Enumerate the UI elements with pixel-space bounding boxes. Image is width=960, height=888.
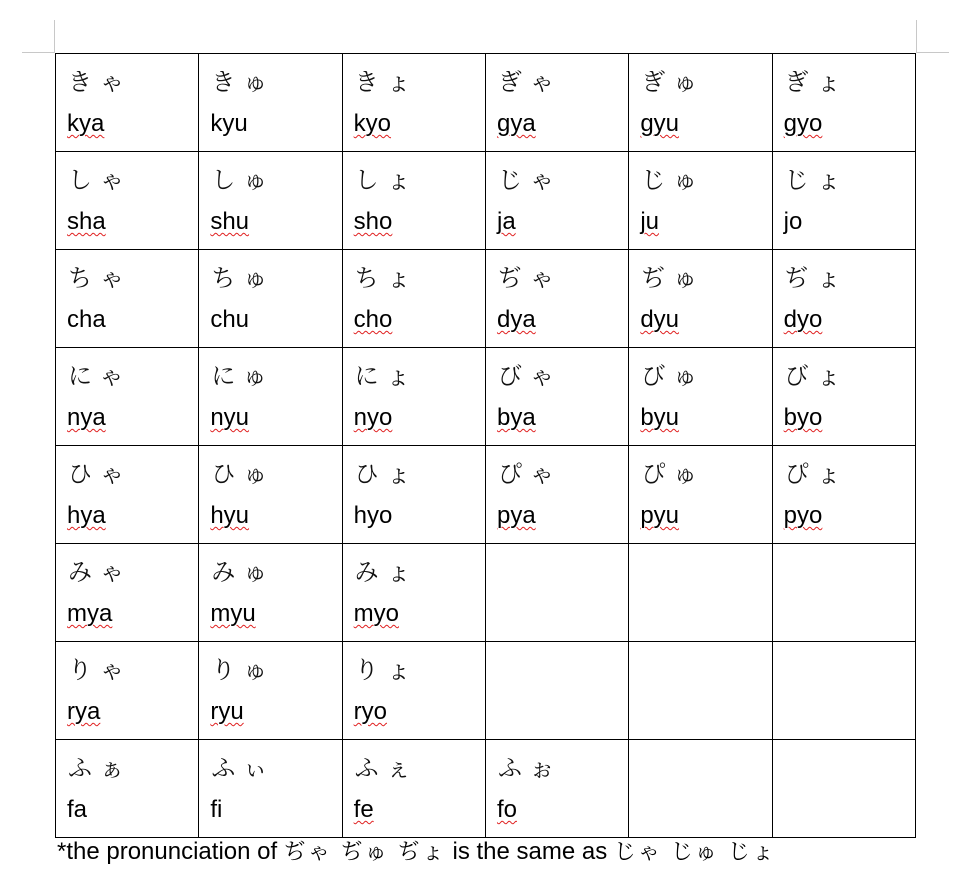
table-cell	[485, 54, 628, 152]
table-cell	[485, 152, 628, 250]
table-cell	[199, 544, 342, 642]
table-cell	[772, 250, 915, 348]
romaji-label	[67, 110, 104, 138]
romaji-text: byu	[640, 404, 680, 431]
table-cell	[342, 544, 485, 642]
kana-label: ぢゃ	[497, 264, 562, 292]
kana-label: きゅ	[211, 68, 276, 96]
table-cell	[629, 642, 772, 740]
kana-label: しゃ	[68, 166, 132, 194]
romaji-text: fi	[210, 796, 223, 823]
table-row	[56, 544, 916, 642]
table-cell	[485, 642, 628, 740]
romaji-text: ju	[640, 208, 659, 235]
romaji-text: ryo	[353, 698, 387, 725]
table-row	[56, 740, 916, 838]
romaji-label	[210, 208, 249, 236]
table-row	[56, 642, 916, 740]
romaji-label	[354, 110, 391, 138]
romaji-text: gyo	[783, 110, 823, 137]
table-cell	[56, 152, 199, 250]
romaji-text: jo	[783, 208, 803, 235]
romaji-label	[497, 208, 516, 236]
table-cell	[772, 152, 915, 250]
romaji-text: myo	[353, 600, 399, 627]
table-cell	[342, 250, 485, 348]
table-cell	[56, 446, 199, 544]
romaji-text: cho	[353, 306, 393, 333]
romaji-label	[67, 404, 106, 432]
kana-label: ふぉ	[497, 754, 562, 782]
table-row	[56, 446, 916, 544]
table-cell	[56, 642, 199, 740]
kana-label: しゅ	[211, 166, 276, 194]
kana-label: ちょ	[354, 264, 419, 292]
romaji-text: mya	[67, 600, 113, 627]
romaji-text: hyo	[353, 502, 393, 529]
kana-label: りゅ	[211, 656, 276, 684]
table-cell	[199, 152, 342, 250]
kana-label: にょ	[354, 362, 419, 390]
kana-label: ぎょ	[784, 68, 849, 96]
romaji-label	[354, 600, 399, 628]
table-cell	[772, 642, 915, 740]
table-cell	[485, 250, 628, 348]
romaji-label	[354, 306, 393, 334]
table-cell	[629, 740, 772, 838]
table-cell	[199, 348, 342, 446]
romaji-text: kya	[67, 110, 105, 137]
table-cell	[56, 740, 199, 838]
kana-label: ぢょ	[784, 264, 849, 292]
romaji-label	[67, 698, 100, 726]
romaji-label	[497, 404, 536, 432]
table-row	[56, 54, 916, 152]
page-corner-mark	[916, 52, 949, 53]
kana-label: じょ	[784, 166, 849, 194]
romaji-label	[784, 110, 823, 138]
kana-label: きゃ	[68, 68, 132, 96]
romaji-text: gya	[496, 110, 536, 137]
kana-label: りゃ	[68, 656, 132, 684]
romaji-text: hyu	[210, 502, 250, 529]
yoon-table	[55, 53, 916, 838]
table-cell	[485, 348, 628, 446]
kana-label: ちゅ	[211, 264, 276, 292]
romaji-label	[67, 600, 112, 628]
page-corner-mark	[54, 20, 55, 53]
romaji-label	[784, 208, 803, 236]
table-cell	[56, 54, 199, 152]
kana-label: じゅ	[641, 166, 706, 194]
romaji-label	[354, 502, 393, 530]
table-cell	[629, 250, 772, 348]
romaji-text: nyo	[353, 404, 393, 431]
table-cell	[485, 740, 628, 838]
romaji-text: dyo	[783, 306, 823, 333]
romaji-label	[640, 110, 679, 138]
table-cell	[772, 740, 915, 838]
table-cell	[56, 250, 199, 348]
kana-label: ぴょ	[784, 460, 849, 488]
romaji-text: bya	[496, 404, 536, 431]
table-row	[56, 250, 916, 348]
romaji-text: nyu	[210, 404, 250, 431]
table-cell	[199, 446, 342, 544]
table-cell	[342, 642, 485, 740]
romaji-label	[354, 796, 374, 824]
table-cell	[629, 152, 772, 250]
table-cell	[629, 348, 772, 446]
kana-label: ぴゅ	[641, 460, 706, 488]
kana-label: ちゃ	[68, 264, 132, 292]
table-cell	[342, 740, 485, 838]
kana-label: にゅ	[211, 362, 275, 390]
kana-label: ぢゅ	[641, 264, 706, 292]
table-cell	[199, 740, 342, 838]
page-corner-mark	[22, 52, 55, 53]
romaji-label	[67, 208, 106, 236]
romaji-text: ja	[496, 208, 516, 235]
table-cell	[485, 446, 628, 544]
romaji-label	[210, 600, 255, 628]
table-row	[56, 348, 916, 446]
romaji-label	[67, 502, 106, 530]
kana-label: びゅ	[641, 362, 706, 390]
kana-label: にゃ	[68, 362, 132, 390]
romaji-text: fo	[496, 796, 517, 823]
romaji-label	[210, 110, 247, 138]
kana-label: しょ	[354, 166, 419, 194]
table-cell	[342, 152, 485, 250]
romaji-text: cha	[67, 306, 106, 333]
romaji-label	[210, 698, 243, 726]
romaji-text: dya	[496, 306, 536, 333]
kana-label: じゃ	[497, 166, 562, 194]
footnote-kana-dya-dyu-dyo: ぢゃ ぢゅ ぢょ	[283, 840, 446, 865]
table-cell	[56, 348, 199, 446]
romaji-label	[497, 306, 536, 334]
table-cell	[342, 54, 485, 152]
table-cell	[485, 544, 628, 642]
romaji-text: ryu	[210, 698, 244, 725]
romaji-label	[640, 306, 679, 334]
table-cell	[772, 446, 915, 544]
table-cell	[629, 446, 772, 544]
romaji-text: byo	[783, 404, 823, 431]
table-cell	[199, 642, 342, 740]
romaji-label	[210, 502, 249, 530]
kana-label: きょ	[354, 68, 419, 96]
romaji-label	[640, 208, 659, 236]
kana-label: ぎゅ	[641, 68, 706, 96]
kana-label: ふぇ	[354, 754, 419, 782]
kana-label: びゃ	[497, 362, 562, 390]
table-cell	[342, 446, 485, 544]
romaji-label	[497, 502, 536, 530]
romaji-label	[67, 796, 87, 824]
kana-label: ぴゃ	[497, 460, 562, 488]
kana-label: みゃ	[68, 558, 132, 586]
romaji-label	[210, 796, 222, 824]
table-row	[56, 152, 916, 250]
romaji-label	[784, 404, 823, 432]
kana-label: ふぁ	[68, 754, 132, 782]
romaji-label	[67, 306, 106, 334]
table-cell	[772, 54, 915, 152]
table-cell	[629, 544, 772, 642]
romaji-text: kyo	[353, 110, 392, 137]
romaji-text: sho	[353, 208, 393, 235]
romaji-text: gyu	[640, 110, 680, 137]
table-cell	[199, 250, 342, 348]
romaji-text: nya	[67, 404, 106, 431]
kana-label: ひゃ	[68, 460, 132, 488]
table-cell	[772, 544, 915, 642]
romaji-label	[354, 208, 393, 236]
page-corner-mark	[916, 20, 917, 53]
romaji-text: kyu	[210, 110, 248, 137]
romaji-label	[210, 404, 249, 432]
romaji-label	[497, 796, 517, 824]
romaji-text: myu	[210, 600, 256, 627]
kana-label: みゅ	[211, 558, 276, 586]
romaji-text: pyu	[640, 502, 680, 529]
romaji-text: fa	[67, 796, 88, 823]
kana-label: ひゅ	[211, 460, 276, 488]
romaji-label	[784, 502, 823, 530]
romaji-label	[210, 306, 249, 334]
romaji-label	[784, 306, 823, 334]
table-cell	[199, 54, 342, 152]
table-cell	[629, 54, 772, 152]
kana-label: びょ	[784, 362, 849, 390]
romaji-text: pya	[496, 502, 536, 529]
kana-label: ぎゃ	[497, 68, 562, 96]
kana-label: みょ	[354, 558, 419, 586]
romaji-label	[497, 110, 536, 138]
romaji-text: dyu	[640, 306, 680, 333]
footnote	[57, 835, 776, 866]
romaji-text: pyo	[783, 502, 823, 529]
kana-label: ひょ	[354, 460, 419, 488]
kana-label: ふぃ	[211, 754, 276, 782]
romaji-text: shu	[210, 208, 250, 235]
romaji-text: hya	[67, 502, 106, 529]
romaji-label	[354, 404, 393, 432]
romaji-label	[640, 404, 679, 432]
romaji-label	[640, 502, 679, 530]
table-cell	[56, 544, 199, 642]
table-cell	[342, 348, 485, 446]
romaji-text: sha	[67, 208, 106, 235]
footnote-middle: is the same as	[452, 838, 608, 865]
footnote-prefix: *the pronunciation of	[57, 838, 278, 865]
romaji-text: chu	[210, 306, 250, 333]
footnote-kana-ja-ju-jo: じゃ じゅ じょ	[613, 840, 776, 865]
table-cell	[772, 348, 915, 446]
kana-label: りょ	[354, 656, 419, 684]
romaji-text: fe	[353, 796, 374, 823]
romaji-text: rya	[67, 698, 101, 725]
romaji-label	[354, 698, 387, 726]
